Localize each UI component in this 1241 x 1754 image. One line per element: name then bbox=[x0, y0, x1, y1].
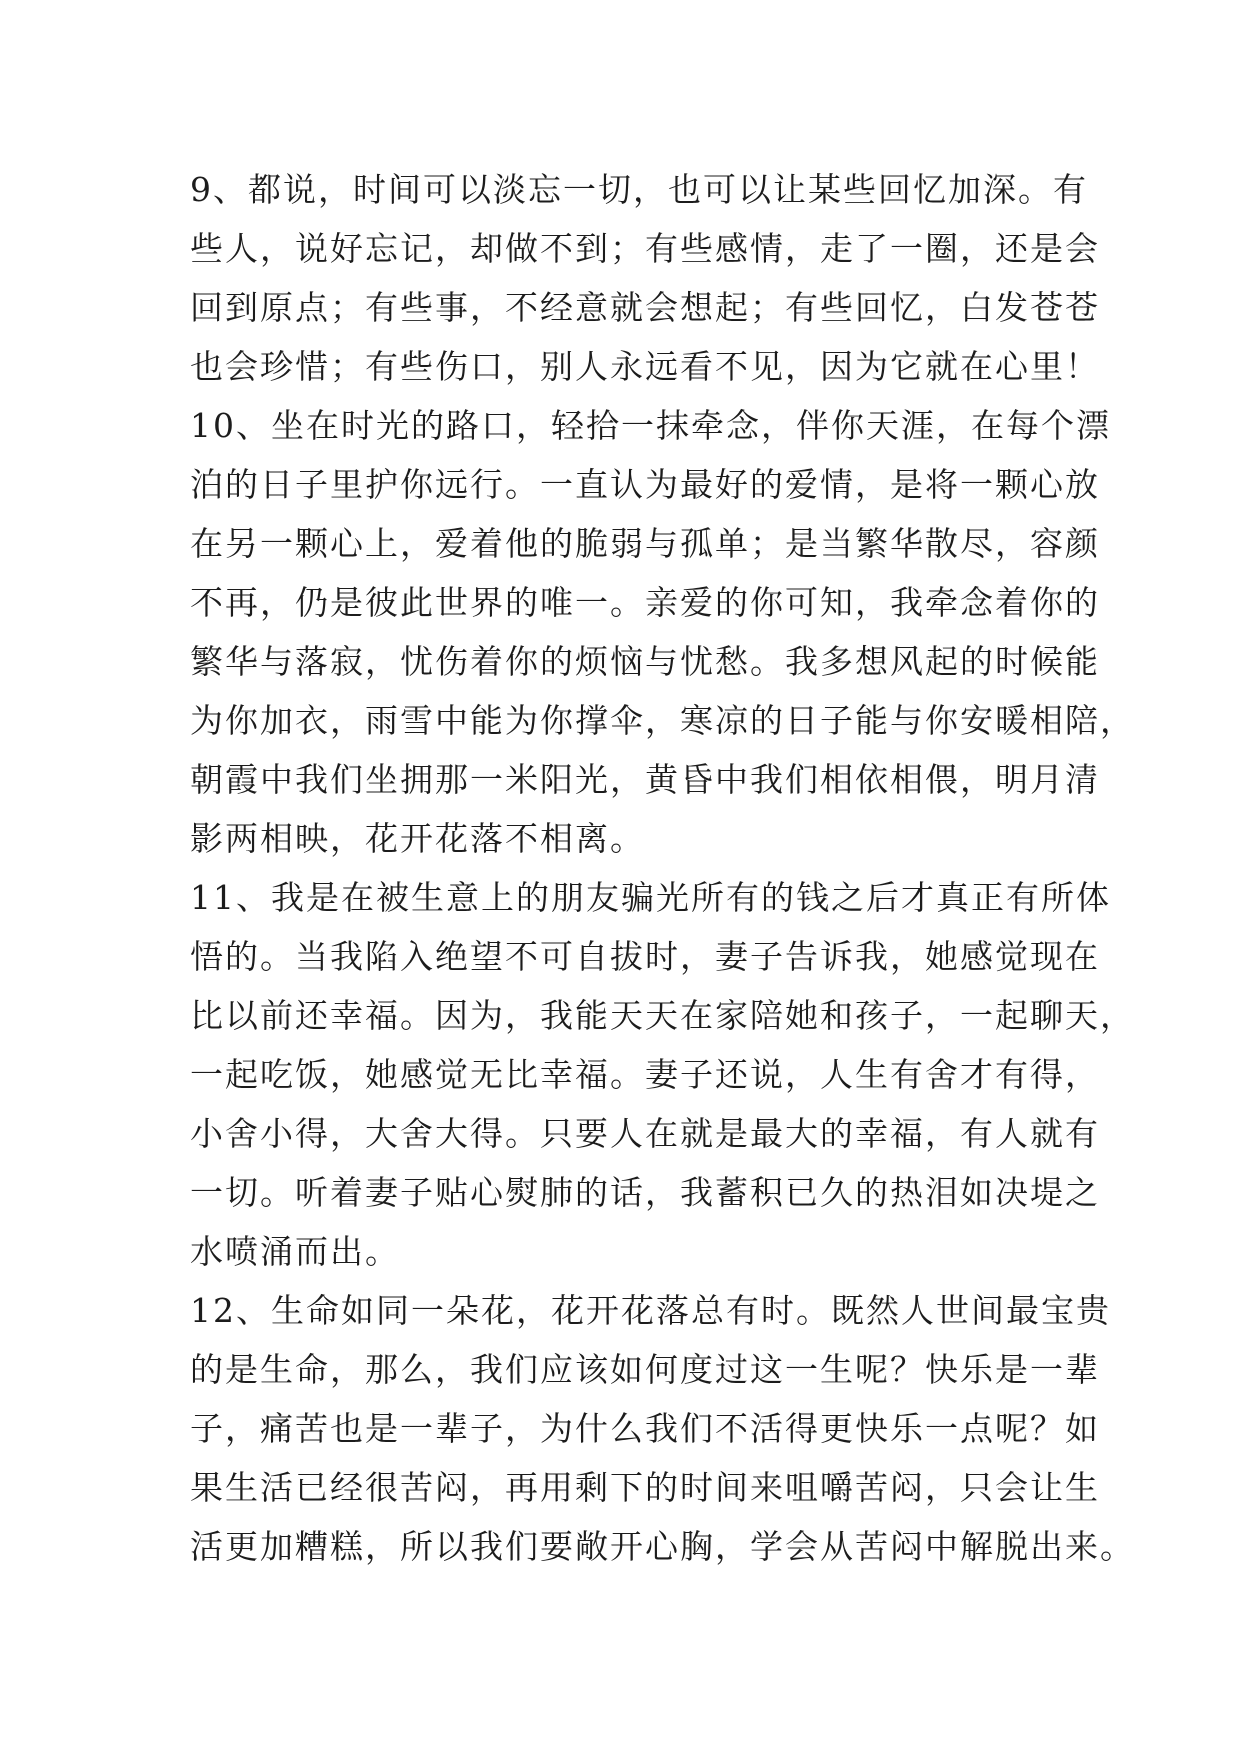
text-line: 的是生命，那么，我们应该如何度过这一生呢？快乐是一辈 bbox=[190, 1350, 1100, 1389]
text-line: 水喷涌而出。 bbox=[190, 1232, 400, 1271]
text-line: 小舍小得，大舍大得。只要人在就是最大的幸福，有人就有 bbox=[190, 1114, 1100, 1153]
text-line: 繁华与落寂，忧伤着你的烦恼与忧愁。我多想风起的时候能 bbox=[190, 642, 1100, 681]
text-line: 在另一颗心上，爱着他的脆弱与孤单；是当繁华散尽，容颜 bbox=[190, 524, 1100, 563]
text-line: 泊的日子里护你远行。一直认为最好的爱情，是将一颗心放 bbox=[190, 465, 1100, 504]
text-line: 11、我是在被生意上的朋友骗光所有的钱之后才真正有所体 bbox=[190, 878, 1111, 917]
paragraph-12 bbox=[190, 1281, 1135, 1576]
text-line: 悟的。当我陷入绝望不可自拔时，妻子告诉我，她感觉现在 bbox=[190, 937, 1100, 976]
text-line: 一起吃饭，她感觉无比幸福。妻子还说，人生有舍才有得， bbox=[190, 1055, 1100, 1094]
text-line: 为你加衣，雨雪中能为你撑伞，寒凉的日子能与你安暖相陪， bbox=[190, 701, 1135, 740]
text-line: 果生活已经很苦闷，再用剩下的时间来咀嚼苦闷，只会让生 bbox=[190, 1468, 1100, 1507]
text-line: 10、坐在时光的路口，轻拾一抹牵念，伴你天涯，在每个漂 bbox=[190, 406, 1111, 445]
text-line: 朝霞中我们坐拥那一米阳光，黄昏中我们相依相偎，明月清 bbox=[190, 760, 1100, 799]
text-line: 回到原点；有些事，不经意就会想起；有些回忆，白发苍苍 bbox=[190, 288, 1100, 327]
text-line: 一切。听着妻子贴心熨肺的话，我蓄积已久的热泪如决堤之 bbox=[190, 1173, 1100, 1212]
text-line: 也会珍惜；有些伤口，别人永远看不见，因为它就在心里！ bbox=[190, 347, 1100, 386]
text-line: 9、都说，时间可以淡忘一切，也可以让某些回忆加深。有 bbox=[190, 170, 1088, 209]
paragraph-10 bbox=[190, 396, 1135, 868]
text-line: 活更加糟糕，所以我们要敞开心胸，学会从苦闷中解脱出来。 bbox=[190, 1527, 1135, 1566]
text-line: 影两相映，花开花落不相离。 bbox=[190, 819, 645, 858]
text-line: 子，痛苦也是一辈子，为什么我们不活得更快乐一点呢？如 bbox=[190, 1409, 1100, 1448]
text-line: 不再，仍是彼此世界的唯一。亲爱的你可知，我牵念着你的 bbox=[190, 583, 1100, 622]
paragraph-11 bbox=[190, 868, 1135, 1281]
paragraph-9 bbox=[190, 160, 1100, 396]
text-line: 些人，说好忘记，却做不到；有些感情，走了一圈，还是会 bbox=[190, 229, 1100, 268]
document-body bbox=[190, 160, 1135, 1576]
text-line: 12、生命如同一朵花，花开花落总有时。既然人世间最宝贵 bbox=[190, 1291, 1111, 1330]
text-line: 比以前还幸福。因为，我能天天在家陪她和孩子，一起聊天， bbox=[190, 996, 1135, 1035]
